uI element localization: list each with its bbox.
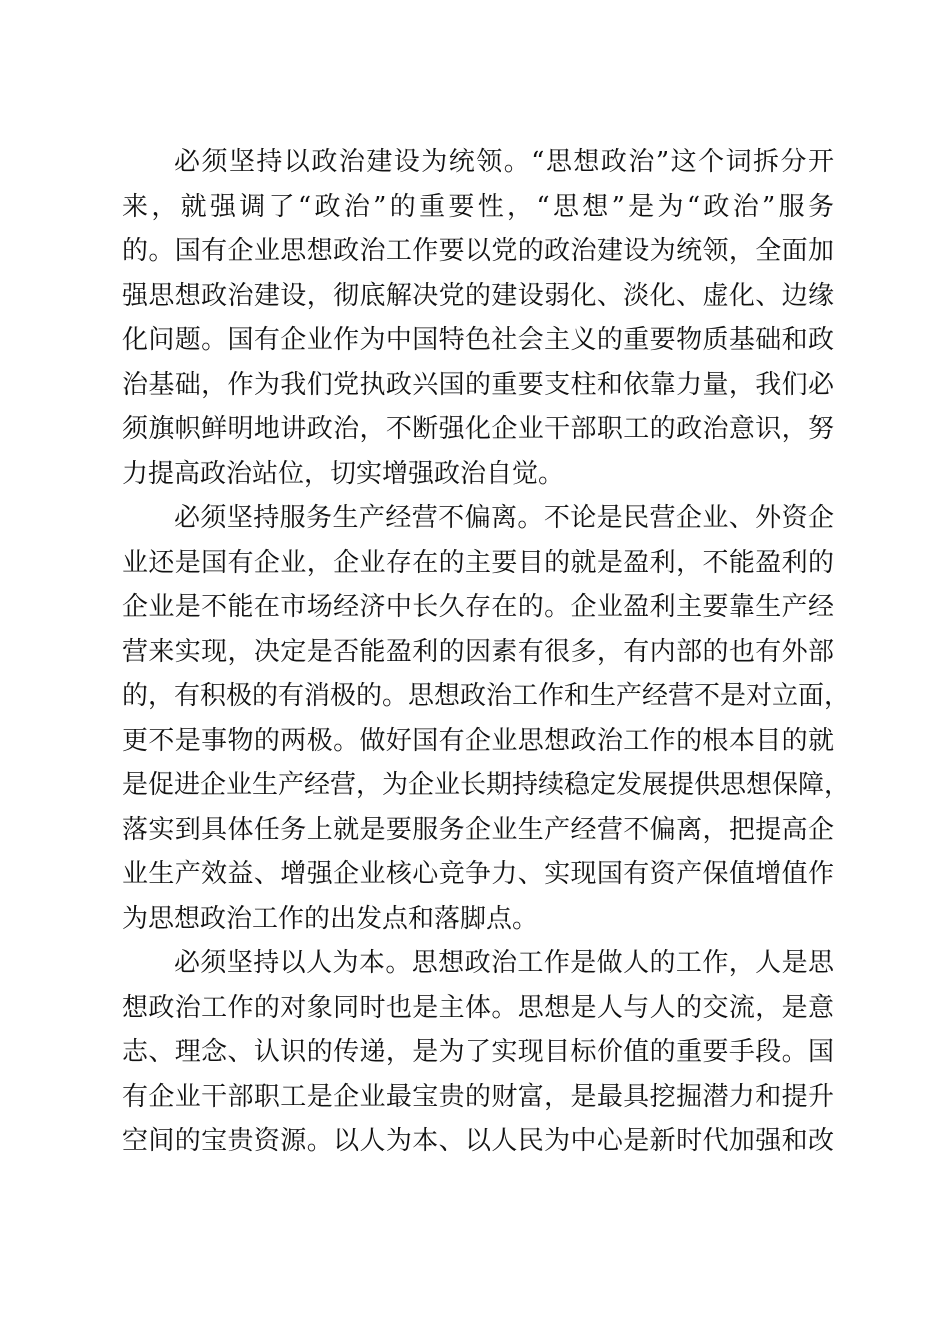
paragraph-line: 须旗帜鲜明地讲政治，不断强化企业干部职工的政治意识，努 bbox=[122, 414, 834, 444]
paragraph-line: 营来实现，决定是否能盈利的因素有很多，有内部的也有外部 bbox=[122, 636, 834, 667]
paragraph-line: 有企业干部职工是企业最宝贵的财富，是最具挖掘潜力和提升 bbox=[122, 1081, 834, 1112]
paragraph-line: 治基础，作为我们党执政兴国的重要支柱和依靠力量，我们必 bbox=[122, 369, 834, 400]
paragraph-line: 更不是事物的两极。做好国有企业思想政治工作的根本目的就 bbox=[122, 725, 834, 756]
paragraph-line: 想政治工作的对象同时也是主体。思想是人与人的交流，是意 bbox=[122, 992, 834, 1023]
paragraph-line: 企业是不能在市场经济中长久存在的。企业盈利主要靠生产经 bbox=[122, 592, 834, 622]
paragraph-line: 必须坚持以人为本。思想政治工作是做人的工作，人是思 bbox=[174, 948, 834, 978]
paragraph-line: 落实到具体任务上就是要服务企业生产经营不偏离，把提高企 bbox=[122, 814, 834, 845]
document-body bbox=[122, 140, 851, 1164]
paragraph-line: 空间的宝贵资源。以人为本、以人民为中心是新时代加强和改 bbox=[122, 1126, 834, 1156]
paragraph-line: 力提高政治站位，切实增强政治自觉。 bbox=[122, 458, 565, 489]
paragraph-line: 志、理念、认识的传递，是为了实现目标价值的重要手段。国 bbox=[122, 1037, 834, 1067]
paragraph-line: 必须坚持以政治建设为统领。“思想政治”这个词拆分开 bbox=[174, 147, 834, 177]
paragraph-line: 强思想政治建设，彻底解决党的建设弱化、淡化、虚化、边缘 bbox=[122, 280, 834, 311]
paragraph-serve-production bbox=[122, 496, 851, 941]
paragraph-people-oriented bbox=[122, 941, 834, 1164]
paragraph-line: 必须坚持服务生产经营不偏离。不论是民营企业、外资企 bbox=[174, 503, 834, 533]
paragraph-line: 的。国有企业思想政治工作要以党的政治建设为统领，全面加 bbox=[122, 236, 834, 266]
paragraph-line: 是促进企业生产经营，为企业长期持续稳定发展提供思想保障， bbox=[122, 770, 851, 800]
paragraph-line: 来，就强调了“政治”的重要性，“思想”是为“政治”服务 bbox=[122, 191, 834, 222]
paragraph-line: 为思想政治工作的出发点和落脚点。 bbox=[122, 903, 539, 934]
paragraph-line: 业生产效益、增强企业核心竞争力、实现国有资产保值增值作 bbox=[122, 859, 834, 889]
paragraph-line: 业还是国有企业，企业存在的主要目的就是盈利，不能盈利的 bbox=[122, 547, 834, 578]
paragraph-political-construction bbox=[122, 140, 834, 496]
paragraph-line: 化问题。国有企业作为中国特色社会主义的重要物质基础和政 bbox=[122, 325, 834, 355]
paragraph-line: 的，有积极的有消极的。思想政治工作和生产经营不是对立面， bbox=[122, 681, 851, 711]
